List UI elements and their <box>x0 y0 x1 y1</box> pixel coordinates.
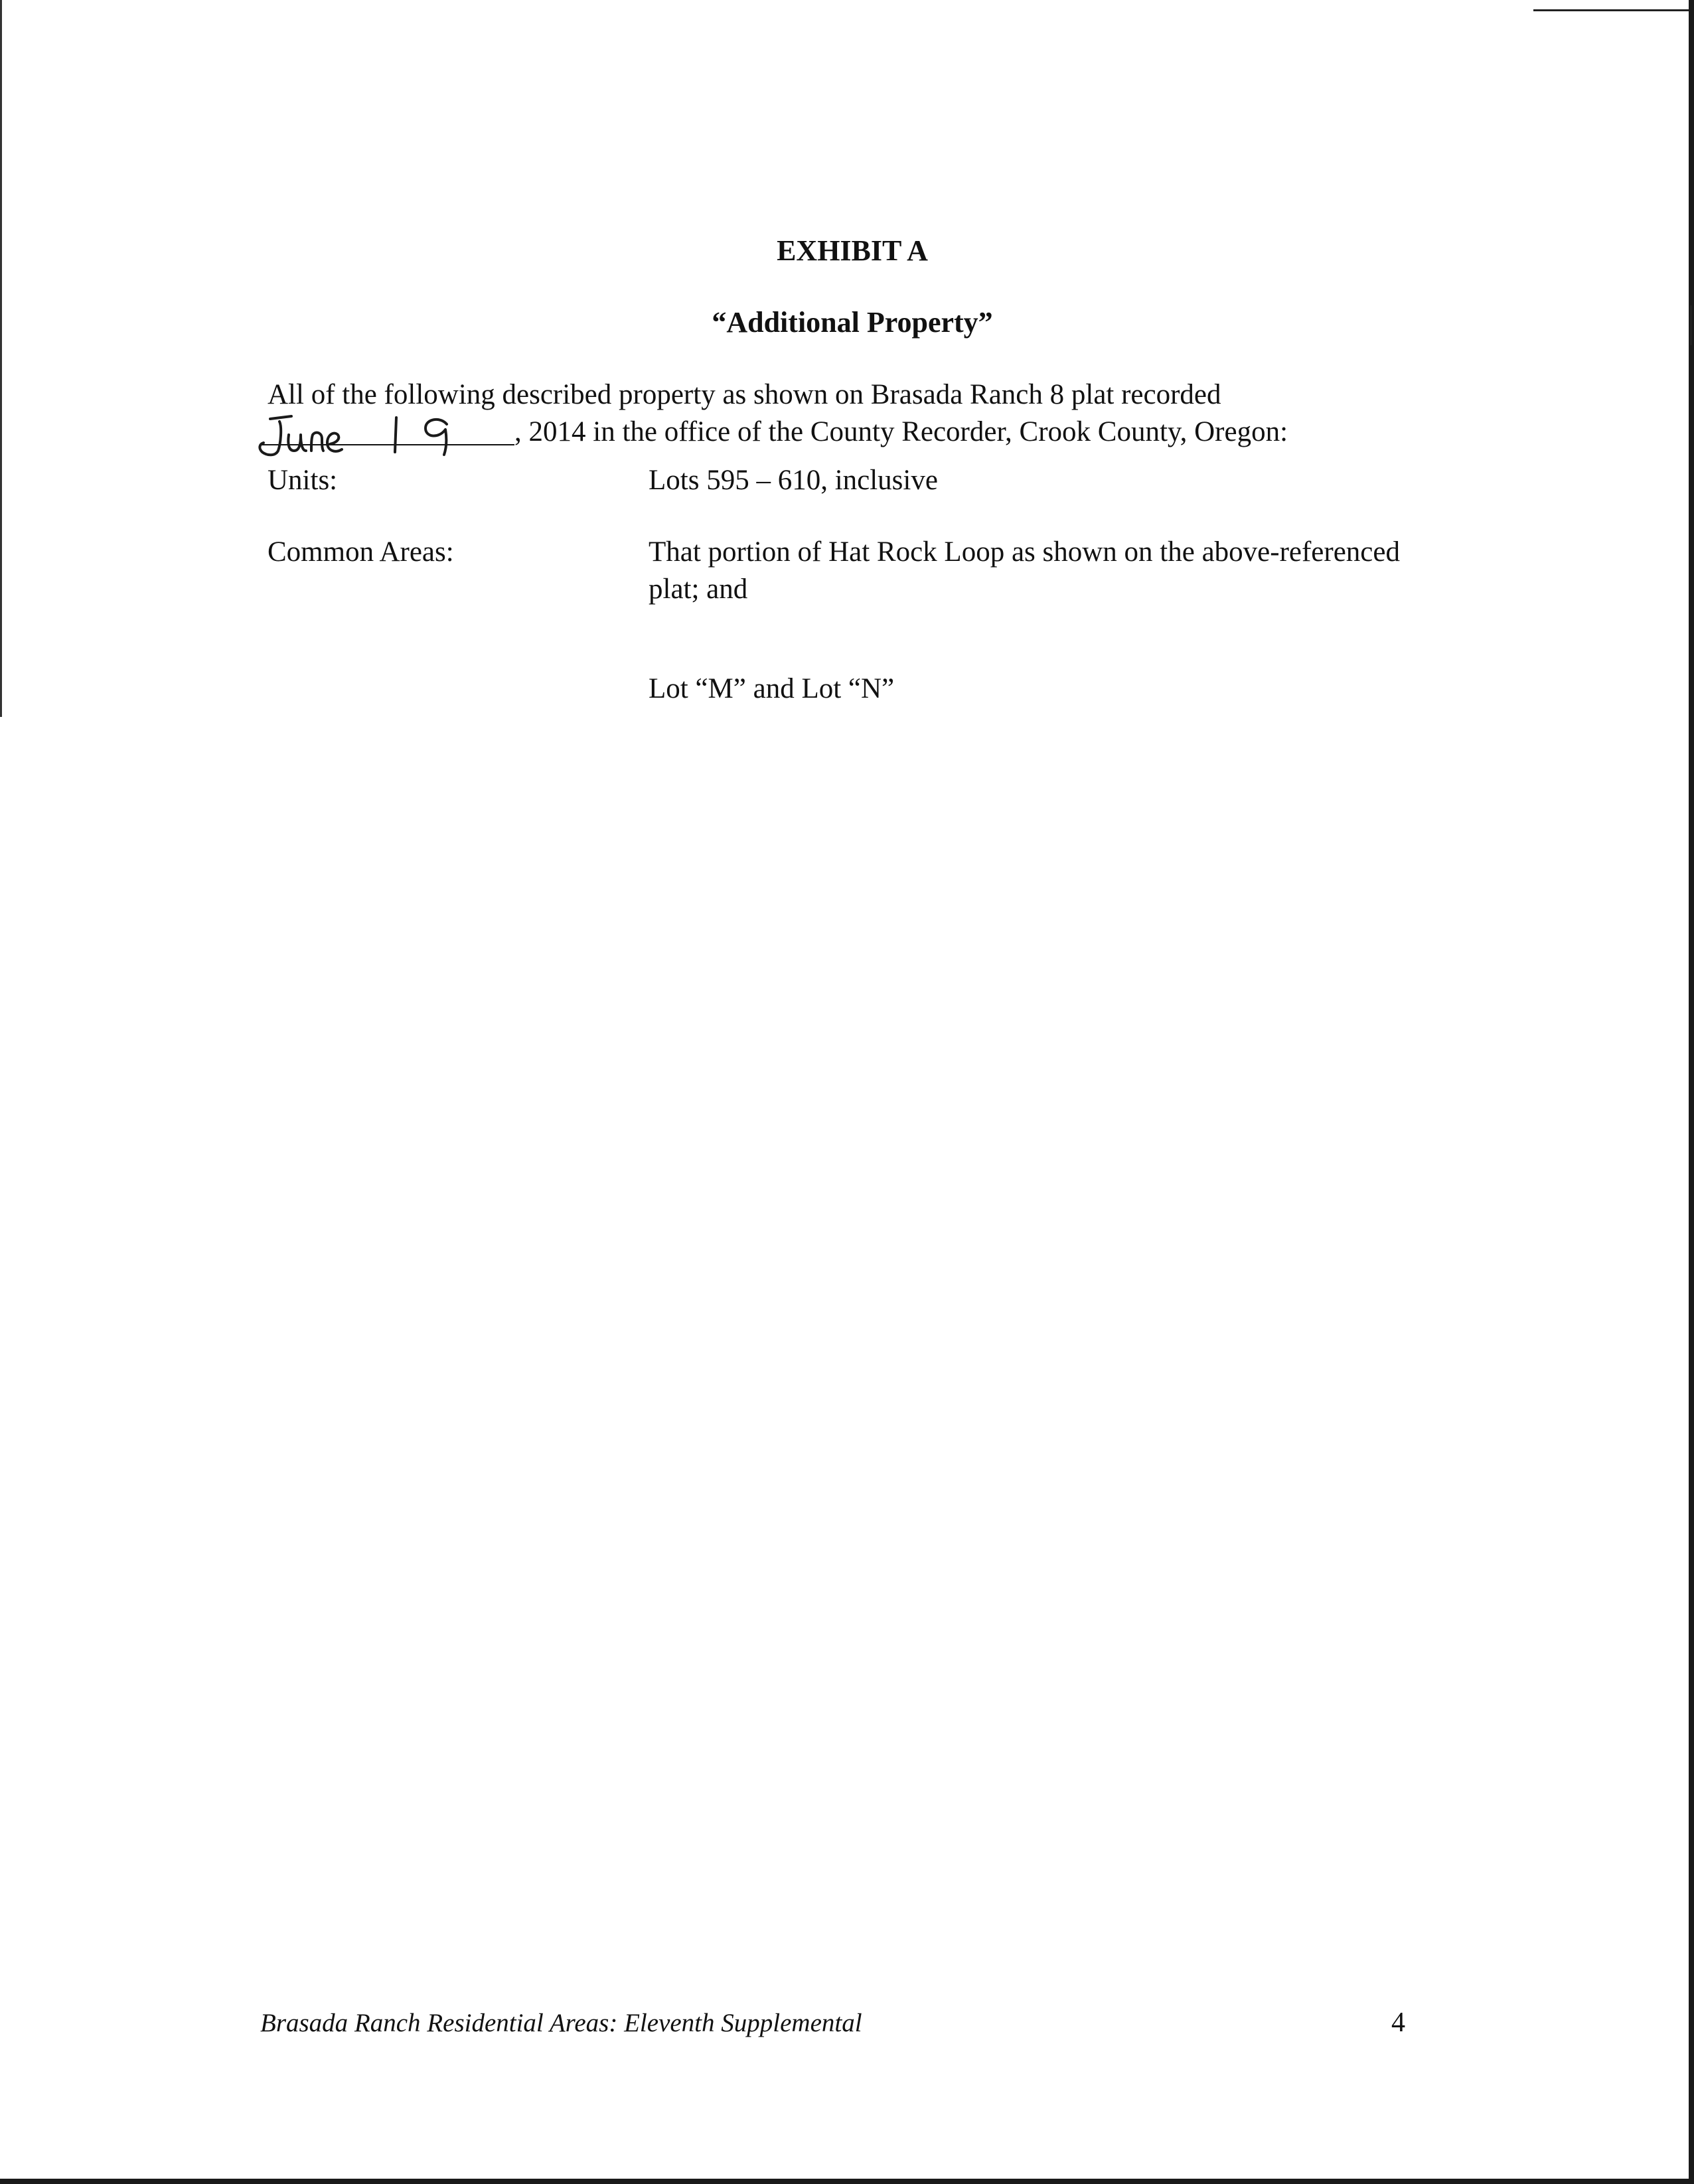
scan-border-bottom <box>0 2179 1694 2184</box>
units-value: Lots 595 – 610, inclusive <box>649 465 938 496</box>
exhibit-subtitle: “Additional Property” <box>712 306 993 339</box>
intro-line-2 <box>268 414 1409 451</box>
intro-line-1: All of the following described property as shown on Brasada Ranch 8 plat recorded <box>268 379 1221 410</box>
scan-border-top <box>1533 9 1694 11</box>
handwritten-date-signature <box>248 387 526 467</box>
units-label: Units: <box>268 465 338 496</box>
intro-paragraph <box>268 376 1409 451</box>
common-areas-value-2: Lot “M” and Lot “N” <box>649 673 895 704</box>
common-areas-value-1: That portion of Hat Rock Loop as shown on the above-referenced plat; and <box>649 536 1400 605</box>
exhibit-title: EXHIBIT A <box>777 234 928 267</box>
scan-border-left <box>0 0 2 717</box>
footer-document-title: Brasada Ranch Residential Areas: Eleventh Supplemental <box>260 2009 862 2037</box>
common-areas-label: Common Areas: <box>268 536 454 568</box>
handwritten-date-field <box>261 414 514 451</box>
intro-line-2-text: , 2014 in the office of the County Recorder, Crook County, Oregon: <box>514 416 1288 447</box>
footer-page-number: 4 <box>1391 2007 1405 2038</box>
